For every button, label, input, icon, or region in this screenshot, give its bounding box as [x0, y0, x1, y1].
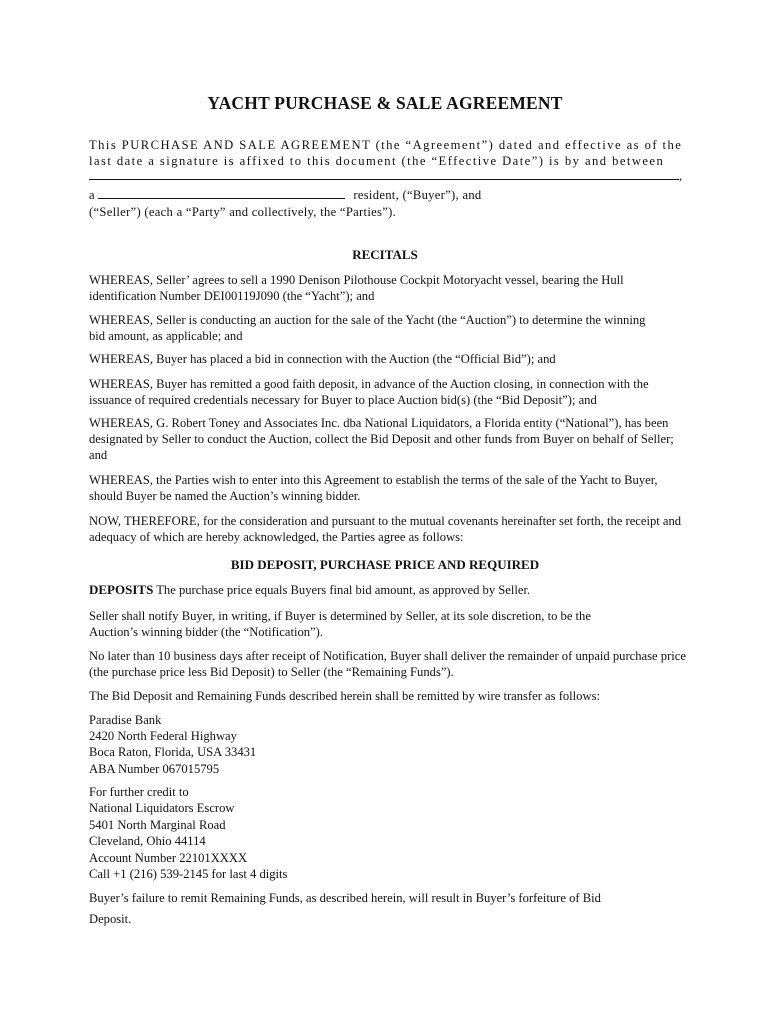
recital-3-line-1: WHEREAS, Buyer has placed a bid in connection with the Auction (the “Official Bid”); and — [89, 352, 556, 366]
party-name-blank[interactable] — [89, 168, 679, 180]
recital-4-line-1: WHEREAS, Buyer has remitted a good faith deposit, in advance of the Auction closing, in connection with the — [89, 377, 649, 391]
deposits-text: The purchase price equals Buyers final bid amount, as approved by Seller. — [156, 583, 531, 597]
remaining-line-1: No later than 10 business days after receipt of Notification, Buyer shall deliver the remainder of unpaid purchase price — [89, 649, 686, 663]
credit-line-2: National Liquidators Escrow — [89, 801, 235, 815]
intro-line-4-prefix: a — [89, 188, 95, 202]
recital-5-line-1: WHEREAS, G. Robert Toney and Associates Inc. dba National Liquidators, a Florida entity (“National”), has been — [89, 416, 669, 430]
deposits-label: DEPOSITS — [89, 582, 154, 597]
intro-line-2: last date a signature is affixed to this document (the “Effective Date”) is by and between — [89, 154, 665, 168]
recital-2-line-2: bid amount, as applicable; and — [89, 329, 243, 343]
recitals-heading: RECITALS — [352, 247, 418, 262]
remaining-line-2: (the purchase price less Bid Deposit) to Seller (the “Remaining Funds”). — [89, 665, 454, 679]
recital-6-line-1: WHEREAS, the Parties wish to enter into this Agreement to establish the terms of the sale of the Yacht to Buyer, — [89, 473, 658, 487]
recital-5-line-2: designated by Seller to conduct the Auction, collect the Bid Deposit and other funds from Buyer on behalf of Seller; — [89, 432, 674, 446]
wire-intro: The Bid Deposit and Remaining Funds described herein shall be remitted by wire transfer as follows: — [89, 689, 600, 703]
credit-line-4: Cleveland, Ohio 44114 — [89, 834, 206, 848]
intro-line-4-suffix: resident, (“Buyer”), and — [353, 188, 482, 202]
notification-line-2: Auction’s winning bidder (the “Notification”). — [89, 625, 323, 639]
credit-line-6: Call +1 (216) 539-2145 for last 4 digits — [89, 867, 288, 881]
deposits-paragraph — [89, 582, 530, 598]
intro-line-5: (“Seller”) (each a “Party” and collectively, the “Parties”). — [89, 205, 397, 219]
intro-line-3 — [89, 168, 682, 184]
recital-1-line-1: WHEREAS, Seller’ agrees to sell a 1990 Denison Pilothouse Cockpit Motoryacht vessel, bearing the Hull — [89, 273, 624, 287]
section-heading: BID DEPOSIT, PURCHASE PRICE AND REQUIRED — [230, 557, 540, 572]
recital-4-line-2: issuance of required credentials necessary for Buyer to place Auction bid(s) (the “Bid Deposit”); and — [89, 393, 597, 407]
bank-city: Boca Raton, Florida, USA 33431 — [89, 745, 257, 759]
intro-line-3-comma: , — [679, 169, 683, 183]
bank-name: Paradise Bank — [89, 713, 162, 727]
residence-blank[interactable] — [98, 187, 345, 199]
credit-line-3: 5401 North Marginal Road — [89, 818, 226, 832]
bank-aba: ABA Number 067015795 — [89, 762, 220, 776]
credit-line-5: Account Number 22101XXXX — [89, 851, 248, 865]
intro-line-4 — [89, 187, 482, 203]
bank-street: 2420 North Federal Highway — [89, 729, 237, 743]
now-therefore-line-2: adequacy of which are hereby acknowledged, the Parties agree as follows: — [89, 530, 464, 544]
recital-5-line-3: and — [89, 448, 108, 462]
forfeiture-line-2: Deposit. — [89, 912, 132, 926]
now-therefore-line-1: NOW, THEREFORE, for the consideration and pursuant to the mutual covenants hereinafter set forth, the receipt and — [89, 514, 682, 528]
recital-1-line-2: identification Number DEI00119J090 (the “Yacht”); and — [89, 289, 375, 303]
credit-line-1: For further credit to — [89, 785, 189, 799]
recital-6-line-2: should Buyer be named the Auction’s winning bidder. — [89, 489, 361, 503]
document-title: YACHT PURCHASE & SALE AGREEMENT — [207, 93, 563, 113]
notification-line-1: Seller shall notify Buyer, in writing, if Buyer is determined by Seller, at its sole discretion, to be the — [89, 609, 591, 623]
recital-2-line-1: WHEREAS, Seller is conducting an auction for the sale of the Yacht (the “Auction”) to determine the winning — [89, 313, 646, 327]
forfeiture-line-1: Buyer’s failure to remit Remaining Funds, as described herein, will result in Buyer’s forfeiture of Bid — [89, 891, 601, 905]
intro-line-1: This PURCHASE AND SALE AGREEMENT (the “Agreement”) dated and effective as of the — [89, 138, 683, 152]
